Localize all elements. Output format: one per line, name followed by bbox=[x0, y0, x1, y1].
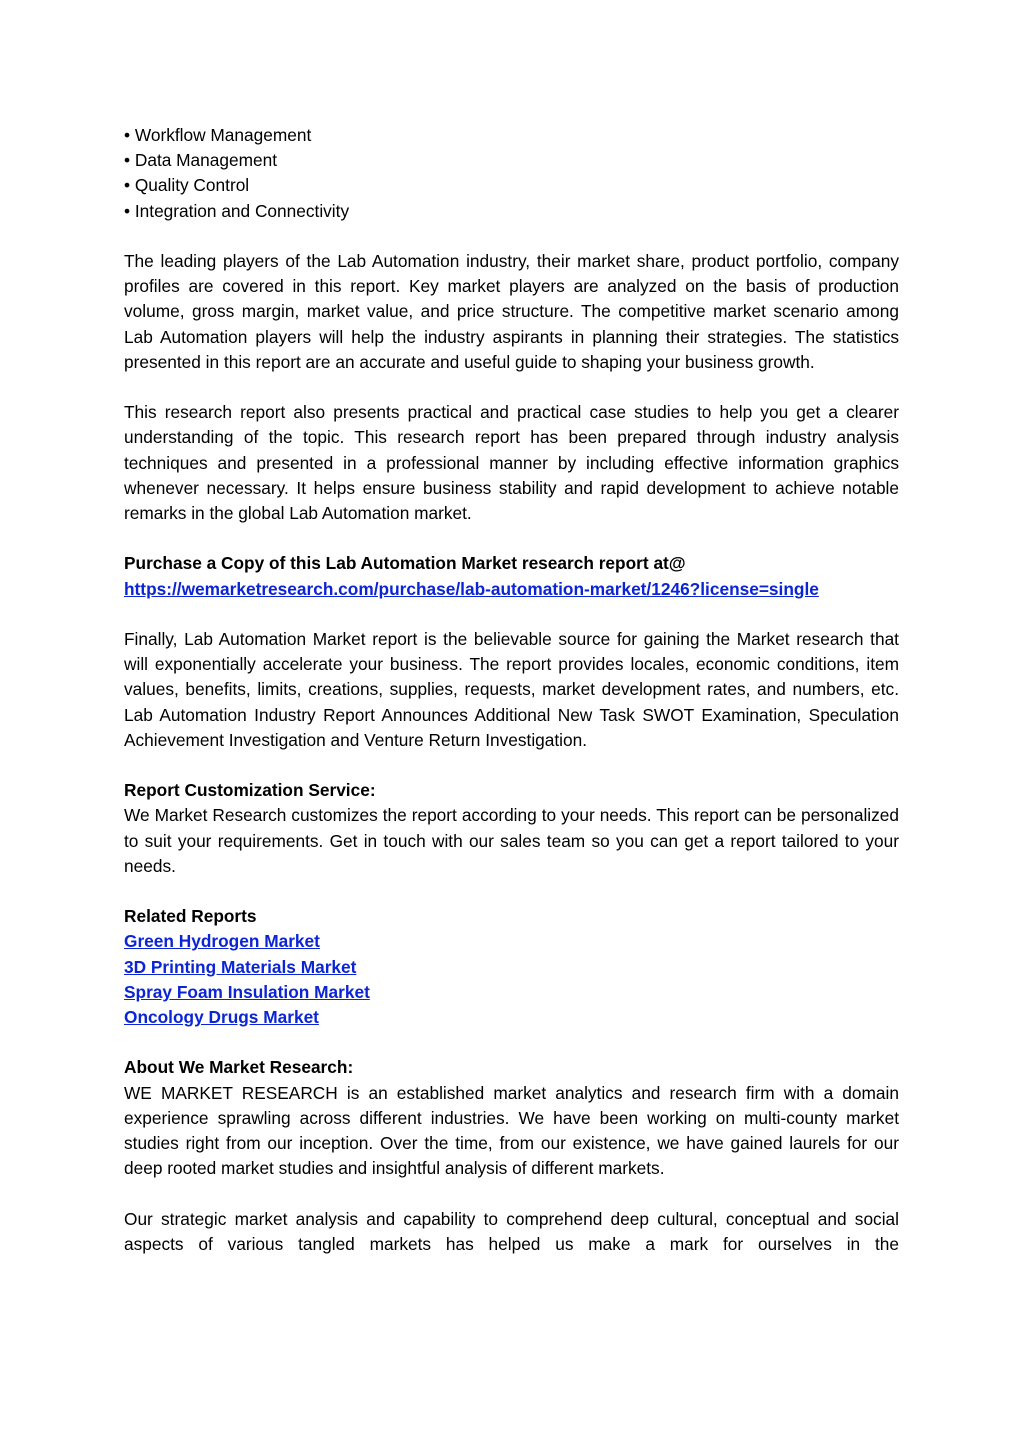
feature-bullet-list bbox=[124, 123, 899, 224]
spacer bbox=[124, 879, 899, 904]
spacer bbox=[124, 602, 899, 627]
about-heading: About We Market Research: bbox=[124, 1057, 354, 1078]
related-reports-heading: Related Reports bbox=[124, 906, 257, 927]
about-body: WE MARKET RESEARCH is an established market analytics and research firm with a domain experience sprawling across different industries. We have been working on multi-county market studies right from our inception. Over the time, from our existence, we have gained laurels for our deep rooted market studies and insightful analysis of different markets. bbox=[124, 1082, 899, 1179]
purchase-section bbox=[124, 551, 899, 601]
customization-heading: Report Customization Service: bbox=[124, 780, 376, 801]
spacer bbox=[124, 526, 899, 551]
customization-body: We Market Research customizes the report according to your needs. This report can be personalized to suit your requirements. Get in touch with our sales team so you can get a report tailored to your needs. bbox=[124, 805, 899, 876]
finally-paragraph: Finally, Lab Automation Market report is the believable source for gaining the Market research that will exponentially accelerate your business. The report provides locales, economic conditions, item values, benefits, limits, creations, supplies, requests, market development rates, and numbers, etc. Lab Automation Industry Report Announces Additional New Task SWOT Examination, Speculation Achievement Investigation and Venture Return Investigation. bbox=[124, 629, 899, 750]
related-report-link[interactable]: 3D Printing Materials Market bbox=[124, 956, 357, 977]
document-page bbox=[124, 123, 899, 1257]
related-report-link[interactable]: Spray Foam Insulation Market bbox=[124, 981, 370, 1002]
strategic-paragraph: Our strategic market analysis and capability to comprehend deep cultural, conceptual and social aspects of various tangled markets has helped us make a mark for ourselves in the bbox=[124, 1208, 899, 1254]
spacer bbox=[124, 224, 899, 249]
bullet-item: • Integration and Connectivity bbox=[124, 200, 350, 221]
spacer bbox=[124, 1030, 899, 1055]
bullet-item: • Workflow Management bbox=[124, 125, 312, 145]
bullet-item: • Quality Control bbox=[124, 175, 250, 196]
spacer bbox=[124, 375, 899, 400]
purchase-link[interactable]: https://wemarketresearch.com/purchase/lab-automation-market/1246?license=single bbox=[124, 578, 819, 599]
about-section bbox=[124, 1055, 899, 1181]
related-report-link[interactable]: Oncology Drugs Market bbox=[124, 1007, 319, 1028]
spacer bbox=[124, 1181, 899, 1206]
purchase-heading: Purchase a Copy of this Lab Automation Market research report at@ bbox=[124, 553, 686, 574]
related-reports-section bbox=[124, 904, 899, 1030]
spacer bbox=[124, 753, 899, 778]
bullet-item: • Data Management bbox=[124, 150, 278, 171]
research-paragraph: This research report also presents practical and practical case studies to help you get a clearer understanding of the topic. This research report has been prepared through industry analysis techniques and presented in a professional manner by including effective information graphics whenever necessary. It helps ensure business stability and rapid development to achieve notable remarks in the global Lab Automation market. bbox=[124, 402, 899, 524]
players-paragraph: The leading players of the Lab Automation industry, their market share, product portfolio, company profiles are covered in this report. Key market players are analyzed on the basis of production volume, gross margin, market value, and price structure. The competitive market scenario among Lab Automation players will help the industry aspirants in planning their strategies. The statistics presented in this report are an accurate and useful guide to shaping your business growth. bbox=[124, 251, 899, 372]
related-report-link[interactable]: Green Hydrogen Market bbox=[124, 931, 320, 952]
customization-section bbox=[124, 778, 899, 879]
